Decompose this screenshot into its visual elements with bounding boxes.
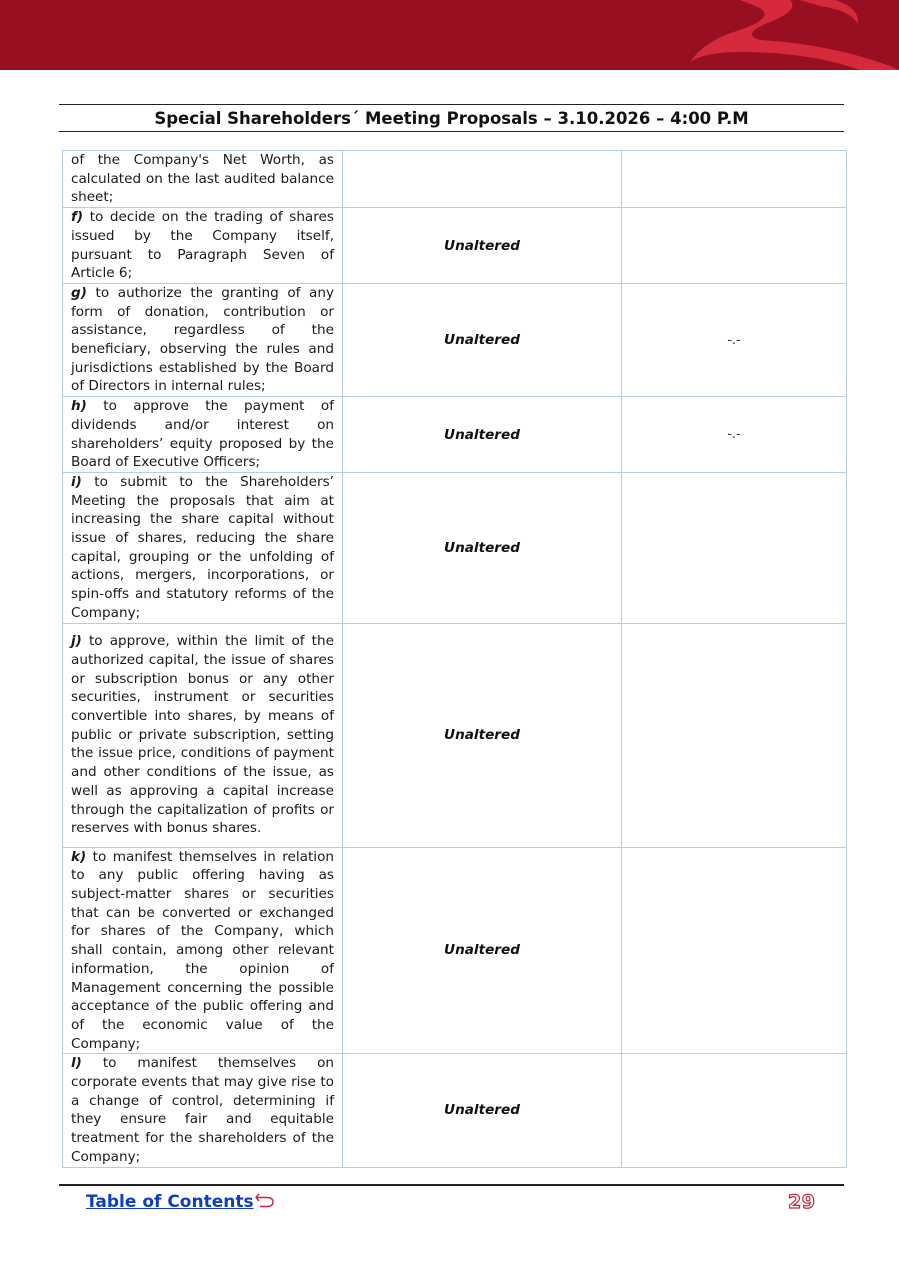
- header-banner: [0, 0, 899, 70]
- table-row: [63, 847, 847, 1054]
- comment-cell: -.-: [622, 283, 847, 396]
- comment-cell: [622, 151, 847, 208]
- item-letter: h): [71, 398, 87, 415]
- comment-cell: [622, 1054, 847, 1167]
- article-text: to submit to the Shareholders’ Meeting the proposals that aim at increasing the share capital without issue of shares, reducing the share capital, grouping or the unfolding of actions, mergers, incorporations, or spin-offs and statutory reforms of the Company;: [71, 473, 334, 621]
- article-text-cell: [63, 283, 343, 396]
- proposal-cell: Unaltered: [343, 623, 622, 847]
- page-number: 29: [788, 1191, 816, 1213]
- comment-cell: [622, 472, 847, 623]
- proposals-table: [62, 150, 847, 1168]
- brand-logo-mark: [0, 0, 899, 70]
- article-text-cell: [63, 208, 343, 284]
- item-letter: k): [71, 848, 87, 865]
- proposal-cell: Unaltered: [343, 208, 622, 284]
- comment-cell: [622, 623, 847, 847]
- proposal-cell: Unaltered: [343, 1054, 622, 1167]
- article-text: of the Company's Net Worth, as calculated on the last audited balance sheet;: [71, 152, 334, 206]
- article-text: to manifest themselves on corporate events that may give rise to a change of control, determining if they ensure fair and equitable treatment for the shareholders of the Company;: [71, 1055, 334, 1165]
- table-row: [63, 623, 847, 847]
- article-text: to authorize the granting of any form of donation, contribution or assistance, regardless of the beneficiary, observing the rules and jurisdictions established by the Board of Directors in internal rules;: [71, 284, 334, 395]
- table-of-contents-link[interactable]: Table of Contents: [86, 1192, 254, 1212]
- article-text: to approve the payment of dividends and/or interest on shareholders’ equity proposed by the Board of Executive Officers;: [71, 398, 334, 471]
- item-letter: i): [71, 473, 82, 490]
- article-text-cell: [63, 1054, 343, 1167]
- article-text-cell: [63, 472, 343, 623]
- table-row: [63, 1054, 847, 1167]
- proposal-cell: Unaltered: [343, 847, 622, 1054]
- footer-rule: [59, 1184, 844, 1186]
- table-row: [63, 151, 847, 208]
- article-text-cell: [63, 623, 343, 847]
- item-letter: f): [71, 209, 84, 226]
- table-row: [63, 472, 847, 623]
- article-text-cell: [63, 397, 343, 473]
- proposal-cell: Unaltered: [343, 397, 622, 473]
- table-row: [63, 283, 847, 396]
- return-arrow-icon[interactable]: [254, 1190, 276, 1210]
- comment-cell: -.-: [622, 397, 847, 473]
- proposal-cell: [343, 151, 622, 208]
- title-rule-top: [59, 104, 844, 105]
- table-row: [63, 208, 847, 284]
- article-text: to manifest themselves in relation to any public offering having as subject-matter shares or securities that can be converted or exchanged for shares of the Company, which shall contain, among other relevant information, the opinion of Management concerning the possible acceptance of the public offering and of the economic value of the Company;: [71, 848, 334, 1052]
- item-letter: j): [71, 633, 82, 650]
- title-rule-bottom: [59, 131, 844, 132]
- page-title: Special Shareholders´ Meeting Proposals – 3.10.2026 – 4:00 P.M: [154, 109, 749, 128]
- article-text: to approve, within the limit of the authorized capital, the issue of shares or subscription bonus or any other securities, instrument or securities convertible into shares, by means of public or private subscription, setting the issue price, conditions of payment and other conditions of the issue, as well as approving a capital increase through the capitalization of profits or reserves with bonus shares.: [71, 633, 334, 837]
- comment-cell: [622, 208, 847, 284]
- table-row: [63, 397, 847, 473]
- article-text: to decide on the trading of shares issued by the Company itself, pursuant to Paragraph Seven of Article 6;: [71, 209, 334, 282]
- article-text-cell: [63, 151, 343, 208]
- item-letter: l): [71, 1055, 82, 1072]
- proposal-cell: Unaltered: [343, 283, 622, 396]
- comment-cell: [622, 847, 847, 1054]
- item-letter: g): [71, 284, 87, 301]
- article-text-cell: [63, 847, 343, 1054]
- proposal-cell: Unaltered: [343, 472, 622, 623]
